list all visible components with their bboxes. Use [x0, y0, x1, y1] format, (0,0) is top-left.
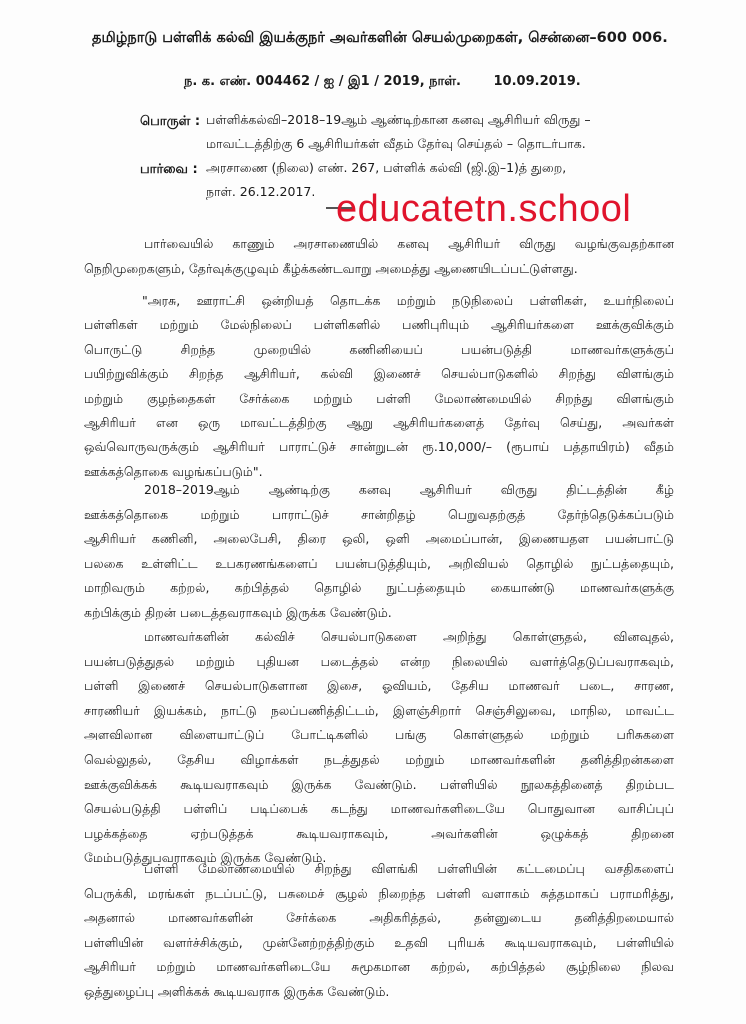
paragraph-line: பழக்கத்தை ஏற்படுத்தக் கூடியவராகவும், அவர்களின் ஒழுக்கத் திறனை	[84, 825, 674, 841]
reference-number: ந. க. எண். 004462 / ஐ / இ1 / 2019, நாள்.	[184, 74, 461, 89]
watermark-text: educatetn.school	[336, 188, 632, 230]
reference-date: 10.09.2019.	[493, 74, 581, 89]
document-header-title: தமிழ்நாடு பள்ளிக் கல்வி இயக்குநர் அவர்களின் செயல்முறைகள், சென்னை–600 006.	[92, 30, 668, 46]
paragraph-line: அளவிலான விளையாட்டுப் போட்டிகளில் பங்கு கொள்ளுதல் மற்றும் பரிசுகளை	[84, 727, 674, 743]
paragraph-line: பள்ளிகள் மற்றும் மேல்நிலைப் பள்ளிகளில் பணிபுரியும் ஆசிரியர்களை ஊக்குவிக்கும்	[84, 317, 674, 333]
reference-section-line: நாள். 26.12.2017.	[206, 184, 316, 199]
paragraph-line: ஒத்துழைப்பு அளிக்கக் கூடியவராக இருக்க வேண்டும்.	[84, 983, 390, 999]
paragraph-line: ஒவ்வொருவருக்கும் ஆசிரியர் பாராட்டுச் சான்றுடன் ரூ.10,000/– (ரூபாய் பத்தாயிரம்) வீதம்	[84, 439, 674, 455]
paragraph-line: பார்வையில் காணும் அரசாணையில் கனவு ஆசிரியர் விருது வழங்குவதற்கான	[144, 236, 674, 251]
subject-line: பள்ளிக்கல்வி–2018–19ஆம் ஆண்டிற்கான கனவு ஆசிரியர் விருது –	[206, 112, 591, 127]
paragraph-line: 2018–2019ஆம் ஆண்டிற்கு கனவு ஆசிரியர் விருது திட்டத்தின் கீழ்	[144, 482, 674, 497]
subject-text	[206, 108, 686, 156]
paragraph-line: பயிற்றுவிக்கும் சிறந்த ஆசிரியர், கல்வி இணைச் செயல்பாடுகளில் சிறந்து விளங்கும்	[84, 366, 674, 382]
subject-label: பொருள் :	[140, 114, 201, 129]
paragraph-line: அதனால் மாணவர்களின் சேர்க்கை அதிகரித்தல், தன்னுடைய தனித்திறமையால்	[84, 910, 674, 926]
paragraph-line: பயன்படுத்துதல் மற்றும் புதியன படைத்தல் என்ற நிலையில் வளர்த்தெடுப்பவராகவும்,	[84, 653, 674, 669]
paragraph-line: ஆசிரியர் என ஒரு மாவட்டத்திற்கு ஆறு ஆசிரியர்களைத் தேர்வு செய்து, அவர்கள்	[84, 415, 674, 431]
paragraph-line: பலகை உள்ளிட்ட உபகரணங்களைப் பயன்படுத்தியும், அறிவியல் தொழில் நுட்பத்தையும்,	[84, 555, 674, 571]
paragraph-line: மேம்படுத்துபவராகவும் இருக்க வேண்டும்.	[84, 850, 327, 866]
paragraph-line: ஊக்கத்தொகை வழங்கப்படும்".	[84, 463, 263, 479]
paragraph-line: வெல்லுதல், தேசிய விழாக்கள் நடத்துதல் மற்றும் மாணவர்களின் தனித்திறன்களை	[84, 751, 674, 767]
student-activities-paragraph	[84, 625, 674, 871]
intro-paragraph	[84, 232, 674, 281]
reference-section-line: அரசாணை (நிலை) எண். 267, பள்ளிக் கல்வி (ஜி.இ–1)த் துறை,	[206, 160, 567, 175]
subject-line: மாவட்டத்திற்கு 6 ஆசிரியர்கள் வீதம் தேர்வு செய்தல் – தொடர்பாக.	[206, 136, 586, 151]
reference-section-label: பார்வை :	[140, 162, 198, 177]
paragraph-line: மாணவர்களின் கல்விச் செயல்பாடுகளை அறிந்து கொள்ளுதல், வினவுதல்,	[144, 629, 674, 644]
paragraph-line: ஊக்கத்தொகை மற்றும் பாராட்டுச் சான்றிதழ் பெறுவதற்குத் தேர்ந்தெடுக்கப்படும்	[84, 506, 674, 522]
paragraph-line: பள்ளி இணைச் செயல்பாடுகளான இசை, ஓவியம், தேசிய மாணவர் படை, சாரண,	[84, 678, 674, 694]
school-management-paragraph	[84, 857, 674, 1005]
paragraph-line: பள்ளியின் வளர்ச்சிக்கும், முன்னேற்றத்திற்கும் உதவி புரியக் கூடியவராகவும், பள்ளியில்	[84, 934, 674, 950]
paragraph-line: பள்ளி மேலாண்மையில் சிறந்து விளங்கி பள்ளியின் கட்டமைப்பு வசதிகளைப்	[144, 861, 674, 876]
paragraph-line: மற்றும் குழந்தைகள் சேர்க்கை மற்றும் பள்ளி மேலாண்மையில் சிறந்து விளங்கும்	[84, 390, 674, 406]
paragraph-line: பொருட்டு சிறந்த முறையில் கணினியைப் பயன்படுத்தி மாணவர்களுக்குப்	[84, 341, 674, 357]
paragraph-line: பெருக்கி, மரங்கள் நடப்பட்டு, பசுமைச் சூழல் நிறைந்த பள்ளி வளாகம் சுத்தமாகப் பராமரித்து,	[84, 885, 674, 901]
paragraph-line: ஆசிரியர் மற்றும் மாணவர்களிடையே சுமூகமான கற்றல், கற்பித்தல் சூழ்நிலை நிலவ	[84, 959, 674, 975]
paragraph-line: நெறிமுறைகளும், தேர்வுக்குழுவும் கீழ்க்கண்டவாறு அமைத்து ஆணையிடப்பட்டுள்ளது.	[84, 260, 578, 276]
paragraph-line: ஆசிரியர் கணினி, அலைபேசி, திரை ஒலி, ஒளி அமைப்பான், இணையதள பயன்பாட்டு	[84, 531, 674, 547]
paragraph-line: மாறிவரும் கற்றல், கற்பித்தல் தொழில் நுட்பத்தையும் கையாண்டு மாணவர்களுக்கு	[84, 580, 674, 596]
paragraph-line: செயல்படுத்தி பள்ளிப் படிப்பைக் கடந்து மாணவர்களிடையே பொதுவான வாசிப்புப்	[84, 801, 674, 817]
quoted-order-paragraph	[84, 289, 674, 484]
paragraph-line: ஊக்குவிக்கக் கூடியவராகவும் இருக்க வேண்டும். பள்ளியில் நூலகத்தினைத் திறம்பட	[84, 776, 674, 792]
reference-number-line	[184, 74, 581, 90]
paragraph-line: கற்பிக்கும் திறன் படைத்தவராகவும் இருக்க வேண்டும்.	[84, 604, 392, 620]
paragraph-line: "அரசு, ஊராட்சி ஒன்றியத் தொடக்க மற்றும் நடுநிலைப் பள்ளிகள், உயர்நிலைப்	[142, 293, 674, 308]
teacher-skills-paragraph	[84, 478, 674, 626]
paragraph-line: சாரணியர் இயக்கம், நாட்டு நலப்பணித்திட்டம், இளஞ்சிறார் செஞ்சிலுவை, மாநில, மாவட்ட	[84, 702, 674, 718]
